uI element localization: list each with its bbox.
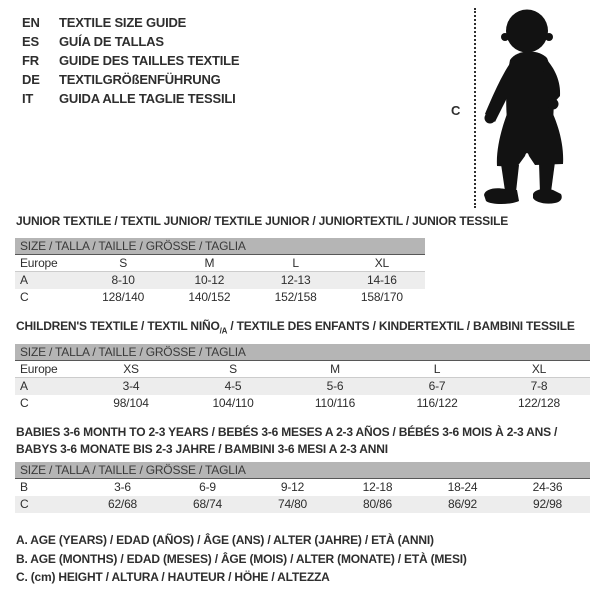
- age-cell: 12-18: [362, 480, 393, 494]
- lang-code: ES: [22, 34, 39, 49]
- size-cell: M: [330, 362, 340, 376]
- height-cell: 152/158: [274, 290, 317, 304]
- table-row: [15, 378, 590, 395]
- row-label: C: [20, 497, 29, 511]
- height-cell: 62/68: [107, 497, 138, 511]
- title-subscript: /A: [219, 326, 228, 336]
- children-size-table: [15, 344, 590, 412]
- age-cell: 18-24: [447, 480, 478, 494]
- age-cell: 14-16: [367, 273, 397, 287]
- size-cell: M: [204, 256, 215, 270]
- junior-table-title: JUNIOR TEXTILE / TEXTIL JUNIOR/ TEXTILE JUNIOR / JUNIORTEXTIL / JUNIOR TESSILE: [16, 214, 509, 228]
- height-cell: 116/122: [416, 396, 458, 410]
- size-cell: L: [292, 256, 299, 270]
- age-cell: 9-12: [280, 480, 305, 494]
- babies-table-title: [16, 424, 576, 458]
- junior-size-table: [15, 238, 425, 306]
- babies-size-table: [15, 462, 590, 513]
- children-table-title: [16, 319, 575, 335]
- lang-title: GUIDA ALLE TAGLIE TESSILI: [59, 91, 236, 106]
- legend-line-c: C. (cm) HEIGHT / ALTURA / HAUTEUR / HÖHE / ALTEZZA: [16, 570, 330, 584]
- lang-row-de: [22, 70, 239, 89]
- lang-row-fr: [22, 51, 239, 70]
- table-row: [15, 361, 590, 378]
- height-cell: 104/110: [212, 396, 254, 410]
- age-cell: 3-4: [122, 379, 140, 393]
- lang-row-en: [22, 13, 239, 32]
- height-cell: 110/116: [314, 396, 356, 410]
- table-row: [15, 479, 590, 496]
- lang-title: TEXTILE SIZE GUIDE: [59, 15, 187, 30]
- size-cell: L: [433, 362, 441, 376]
- size-cell: S: [119, 256, 128, 270]
- age-cell: 3-6: [114, 480, 131, 494]
- row-label: Europe: [20, 256, 58, 270]
- height-cell: 92/98: [532, 497, 563, 511]
- table-row: [15, 496, 590, 513]
- title-text: CHILDREN'S TEXTILE / TEXTIL NIÑO: [16, 319, 220, 333]
- size-cell: XL: [374, 256, 390, 270]
- age-cell: 6-7: [428, 379, 446, 393]
- size-header-bar: SIZE / TALLA / TAILLE / GRÖSSE / TAGLIA: [15, 462, 590, 479]
- baby-head: [506, 10, 548, 53]
- age-cell: 10-12: [194, 273, 225, 287]
- size-header-bar: SIZE / TALLA / TAILLE / GRÖSSE / TAGLIA: [15, 344, 590, 361]
- height-cell: 98/104: [113, 396, 149, 410]
- table-row: [15, 272, 425, 289]
- height-cell: 86/92: [447, 497, 478, 511]
- age-cell: 5-6: [326, 379, 344, 393]
- language-title-list: [22, 13, 239, 108]
- title-text: / TEXTILE DES ENFANTS / KINDERTEXTIL / BAMBINI TESSILE: [227, 319, 575, 333]
- lang-row-es: [22, 32, 239, 51]
- lang-code: EN: [22, 15, 40, 30]
- lang-title: TEXTILGRÖßENFÜHRUNG: [59, 72, 221, 87]
- row-label: C: [20, 396, 29, 410]
- lang-row-it: [22, 89, 239, 108]
- lang-code: FR: [22, 53, 39, 68]
- age-cell: 7-8: [530, 379, 548, 393]
- height-cell: 68/74: [192, 497, 223, 511]
- table-row: [15, 255, 425, 272]
- row-label: A: [20, 379, 28, 393]
- title-line-2: BABYS 3-6 MONATE BIS 2-3 JAHRE / BAMBINI 3-6 MESI A 2-3 ANNI: [16, 442, 388, 456]
- age-cell: 8-10: [111, 273, 135, 287]
- legend-line-b: B. AGE (MONTHS) / EDAD (MESES) / ÂGE (MOIS) / ALTER (MONATE) / ETÀ (MESI): [16, 551, 467, 566]
- height-cell: 128/140: [102, 290, 145, 304]
- baby-silhouette: [483, 8, 600, 210]
- height-measure-label: C: [451, 103, 461, 118]
- row-label: A: [20, 273, 28, 287]
- height-measure-dotted-line: [474, 8, 476, 208]
- table-row: [15, 289, 425, 306]
- row-label: C: [20, 290, 29, 304]
- legend: [16, 531, 467, 587]
- lang-code: IT: [22, 91, 34, 106]
- height-cell: 140/152: [188, 290, 231, 304]
- row-label: B: [20, 480, 28, 494]
- age-cell: 12-13: [280, 273, 311, 287]
- row-label: Europe: [20, 362, 58, 376]
- age-cell: 4-5: [224, 379, 242, 393]
- size-cell: XS: [123, 362, 139, 376]
- legend-line-a: A. AGE (YEARS) / EDAD (AÑOS) / ÂGE (ANS) / ALTER (JAHRE) / ETÀ (ANNI): [16, 533, 434, 547]
- lang-title: GUÍA DE TALLAS: [59, 34, 164, 49]
- height-cell: 74/80: [277, 497, 308, 511]
- table-row: [15, 395, 590, 412]
- height-cell: 80/86: [362, 497, 393, 511]
- age-cell: 6-9: [199, 480, 216, 494]
- age-cell: 24-36: [532, 480, 563, 494]
- height-cell: 122/128: [518, 396, 560, 410]
- title-line-1: BABIES 3-6 MONTH TO 2-3 YEARS / BEBÉS 3-6 MESES A 2-3 AÑOS / BÉBÉS 3-6 MOIS À 2-3 ANS /: [16, 425, 558, 439]
- lang-title: GUIDE DES TAILLES TEXTILE: [59, 53, 240, 68]
- lang-code: DE: [22, 72, 40, 87]
- height-cell: 158/170: [360, 290, 403, 304]
- size-cell: S: [229, 362, 237, 376]
- size-header-bar: SIZE / TALLA / TAILLE / GRÖSSE / TAGLIA: [15, 238, 425, 255]
- size-cell: XL: [531, 362, 547, 376]
